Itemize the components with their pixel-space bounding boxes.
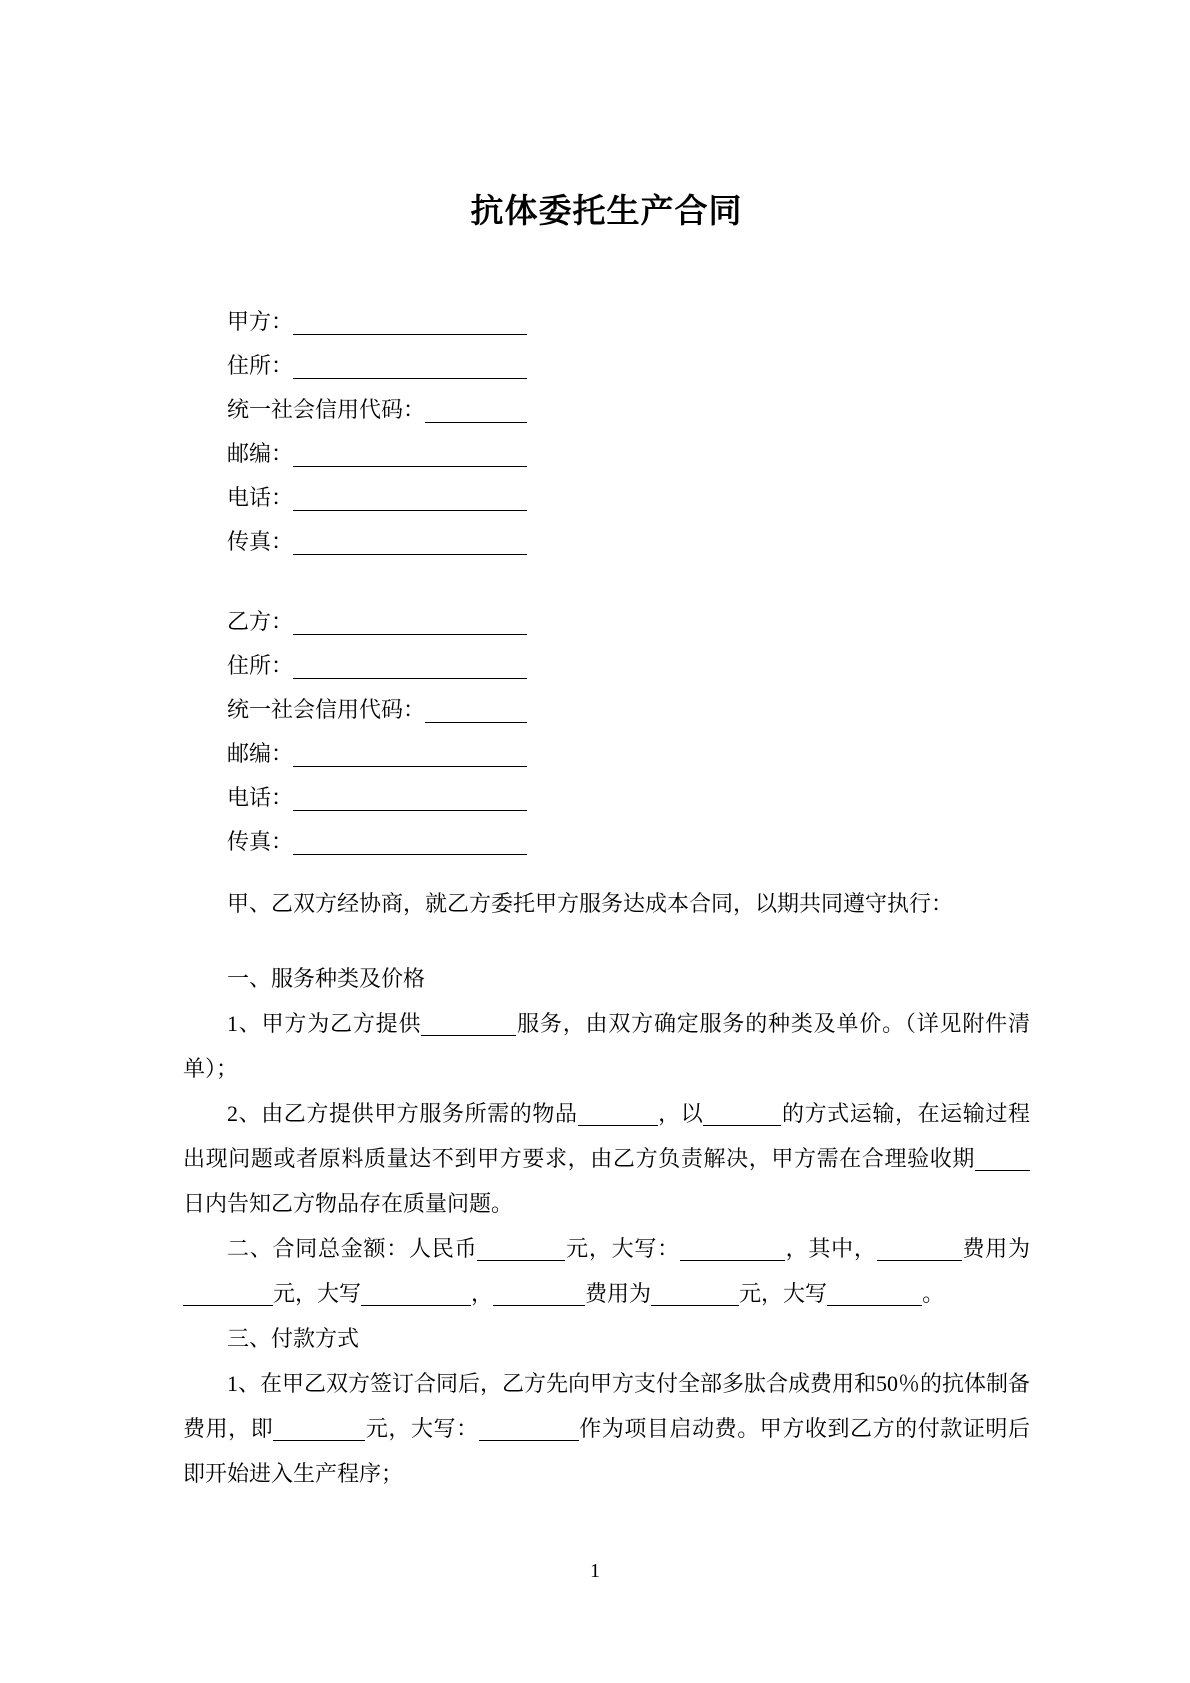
party-b-label-1: 住所： — [227, 653, 294, 678]
heading-section-1 — [183, 956, 1030, 1001]
clause-1-2 — [183, 1091, 1030, 1226]
clause-2-text-14: 元，大写 — [739, 1281, 828, 1306]
clause-2-text-8: 元，大写 — [273, 1281, 362, 1306]
clause-2-text-2: 元，大写： — [565, 1236, 680, 1261]
party-a-label-0: 甲方： — [227, 309, 294, 334]
party-a-label-2: 统一社会信用代码： — [227, 397, 426, 422]
clause-3-1-text-0: 1、在甲乙双方签订合同后，乙方先向甲方支付全部多肽合成费用和50％的抗体制备费用，即 — [183, 1371, 1031, 1441]
party-a-row-1 — [227, 344, 527, 388]
document-content — [0, 192, 1190, 1496]
clause-1-2-text-2: ，以 — [657, 1101, 704, 1126]
party-a-label-4: 电话： — [227, 485, 294, 510]
clause-1-2-blank-line-1 — [578, 1125, 658, 1126]
clause-3-1-blank-line-1 — [273, 1440, 365, 1441]
party-b-blank-line-5 — [293, 831, 527, 855]
clause-2-text-4: ，其中， — [784, 1236, 877, 1261]
party-b-label-0: 乙方： — [227, 609, 294, 634]
heading-section-3 — [183, 1316, 1030, 1361]
clause-1-2-blank-line-5 — [975, 1170, 1030, 1171]
clause-1-2-blank-line-3 — [703, 1125, 781, 1126]
party-b-label-5: 传真： — [227, 829, 294, 854]
clause-1-1 — [183, 1001, 1030, 1091]
party-a-row-0 — [227, 300, 527, 344]
clause-3-1-text-2: 元，大写： — [365, 1416, 479, 1441]
party-b-row-5 — [227, 820, 527, 864]
clause-2-blank-line-13 — [651, 1305, 739, 1306]
clause-1-2-text-6: 日内告知乙方物品存在质量问题。 — [183, 1191, 514, 1216]
party-b-row-4 — [227, 776, 527, 820]
party-a-row-2 — [227, 388, 527, 432]
party-b-row-2 — [227, 688, 527, 732]
clause-1-2-text-4: 的方式运输，在运输过程出现问题或者原料质量达不到甲方要求，由乙方负责解决，甲方需在合理验收期 — [183, 1101, 1030, 1171]
party-a-blank-line-4 — [293, 487, 527, 511]
party-a-blank-line-1 — [293, 355, 527, 379]
heading-section-3-text-0: 三、付款方式 — [227, 1326, 360, 1351]
clause-2-text-12: 费用为 — [585, 1281, 652, 1306]
clause-2-blank-line-7 — [183, 1305, 273, 1306]
party-a-blank-line-0 — [293, 311, 527, 335]
clauses-section — [183, 956, 1030, 1496]
clause-3-1 — [183, 1361, 1030, 1496]
clause-2-blank-line-3 — [680, 1260, 785, 1261]
party-b-row-3 — [227, 732, 527, 776]
party-a-row-5 — [227, 520, 527, 564]
clause-3-1-blank-line-3 — [479, 1440, 579, 1441]
party-b-label-2: 统一社会信用代码： — [227, 697, 426, 722]
preamble-paragraph: 甲、乙双方经协商，就乙方委托甲方服务达成本合同，以期共同遵守执行： — [227, 891, 954, 916]
clause-2-text-6: 费用为 — [961, 1236, 1030, 1261]
party-b-blank-line-3 — [293, 743, 527, 767]
party-b-fields-section — [183, 600, 1030, 864]
clause-1-2-text-0: 2、由乙方提供甲方服务所需的物品 — [227, 1101, 578, 1126]
party-a-blank-line-5 — [293, 531, 527, 555]
clause-2-blank-line-1 — [477, 1260, 565, 1261]
party-a-blank-line-2 — [425, 399, 527, 423]
heading-section-1-text-0: 一、服务种类及价格 — [227, 966, 426, 991]
party-a-blank-line-3 — [293, 443, 527, 467]
clause-2-blank-line-5 — [877, 1260, 962, 1261]
clause-2-text-16: 。 — [922, 1281, 945, 1306]
party-a-fields-section — [183, 300, 1030, 564]
party-a-label-5: 传真： — [227, 529, 294, 554]
clause-2-text-0: 二、合同总金额：人民币 — [227, 1236, 478, 1261]
party-a-label-3: 邮编： — [227, 441, 294, 466]
clause-3-1-text-4: 作为项目启动费。甲方收到乙方的付款证明后即开始进入生产程序； — [183, 1416, 1030, 1486]
clause-2 — [183, 1226, 1030, 1316]
party-b-row-1 — [227, 644, 527, 688]
party-a-row-3 — [227, 432, 527, 476]
clause-1-1-text-2: 服务，由双方确定服务的种类及单价。（详见附件清单）； — [183, 1011, 1030, 1081]
party-a-label-1: 住所： — [227, 353, 294, 378]
clause-2-blank-line-15 — [827, 1305, 922, 1306]
party-b-blank-line-2 — [425, 699, 527, 723]
party-b-label-4: 电话： — [227, 785, 294, 810]
party-b-label-3: 邮编： — [227, 741, 294, 766]
clause-2-text-10: ， — [471, 1281, 494, 1306]
document-title: 抗体委托生产合同 — [470, 194, 743, 230]
clause-1-1-text-0: 1、甲方为乙方提供 — [227, 1011, 422, 1036]
clause-1-1-blank-line-1 — [421, 1035, 516, 1036]
party-b-blank-line-4 — [293, 787, 527, 811]
party-b-blank-line-0 — [293, 611, 527, 635]
party-b-row-0 — [227, 600, 527, 644]
party-b-blank-line-1 — [293, 655, 527, 679]
clause-2-blank-line-11 — [493, 1305, 585, 1306]
clause-2-blank-line-9 — [361, 1305, 471, 1306]
page-number: 1 — [590, 1560, 600, 1582]
party-a-row-4 — [227, 476, 527, 520]
